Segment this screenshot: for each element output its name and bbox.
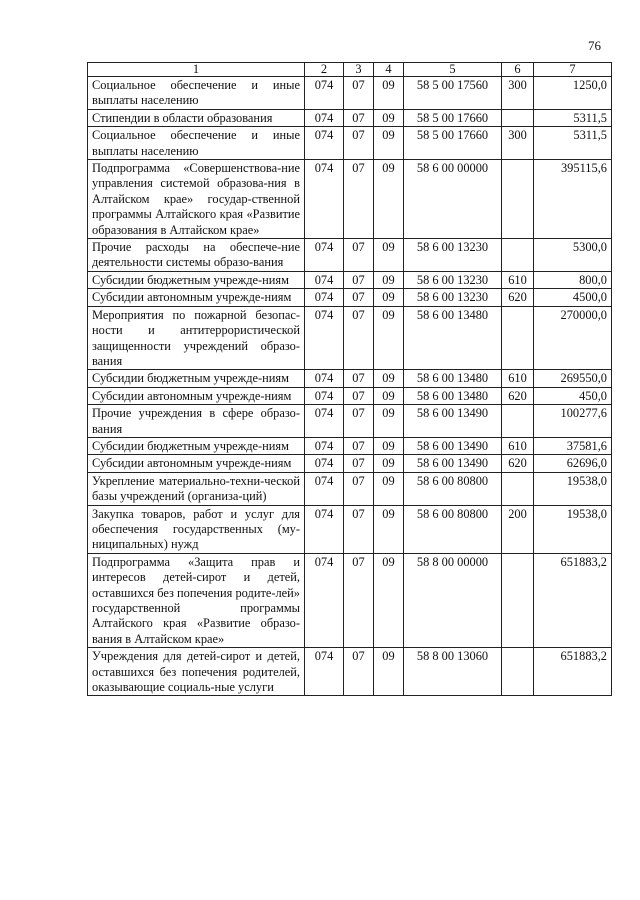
- item-name-cell: Социальное обеспечение и иные выплаты населению: [88, 77, 305, 110]
- item-name-cell: Подпрограмма «Защита прав и интересов детей-сирот и детей, оставшихся без попечения родите-лей» государственной программы Алтайского края «Развитие образо-вания в Алтайском крае»: [88, 553, 305, 647]
- section-code-cell: 07: [344, 455, 374, 472]
- subsection-code-cell: 09: [374, 109, 404, 126]
- table-body: [88, 77, 612, 696]
- subsection-code-cell: 09: [374, 455, 404, 472]
- department-code-cell: 074: [305, 306, 344, 370]
- table-row: [88, 127, 612, 160]
- budget-table: [87, 62, 612, 696]
- item-name-cell: Субсидии бюджетным учрежде-ниям: [88, 370, 305, 387]
- target-article-cell: 58 6 00 13490: [404, 405, 502, 438]
- amount-cell: 5311,5: [534, 109, 612, 126]
- table-row: [88, 455, 612, 472]
- item-name-cell: Субсидии автономным учрежде-ниям: [88, 289, 305, 306]
- amount-cell: 4500,0: [534, 289, 612, 306]
- table-row: [88, 160, 612, 239]
- subsection-code-cell: 09: [374, 553, 404, 647]
- table-row: [88, 648, 612, 696]
- section-code-cell: 07: [344, 77, 374, 110]
- amount-cell: 395115,6: [534, 160, 612, 239]
- expense-type-cell: 620: [502, 455, 534, 472]
- section-code-cell: 07: [344, 648, 374, 696]
- expense-type-cell: 300: [502, 127, 534, 160]
- table-row: [88, 289, 612, 306]
- section-code-cell: 07: [344, 437, 374, 454]
- expense-type-cell: [502, 405, 534, 438]
- table-row: [88, 553, 612, 647]
- expense-type-cell: [502, 239, 534, 272]
- amount-cell: 37581,6: [534, 437, 612, 454]
- table-row: [88, 77, 612, 110]
- subsection-code-cell: 09: [374, 370, 404, 387]
- amount-cell: 651883,2: [534, 648, 612, 696]
- target-article-cell: 58 6 00 13480: [404, 387, 502, 404]
- target-article-cell: 58 6 00 80800: [404, 472, 502, 505]
- department-code-cell: 074: [305, 239, 344, 272]
- subsection-code-cell: 09: [374, 239, 404, 272]
- expense-type-cell: 610: [502, 437, 534, 454]
- amount-cell: 5311,5: [534, 127, 612, 160]
- department-code-cell: 074: [305, 472, 344, 505]
- department-code-cell: 074: [305, 160, 344, 239]
- expense-type-cell: 300: [502, 77, 534, 110]
- expense-type-cell: 620: [502, 289, 534, 306]
- target-article-cell: 58 6 00 13230: [404, 239, 502, 272]
- section-code-cell: 07: [344, 127, 374, 160]
- expense-type-cell: 610: [502, 271, 534, 288]
- expense-type-cell: [502, 553, 534, 647]
- column-header: 6: [502, 63, 534, 77]
- item-name-cell: Укрепление материально-техни-ческой базы учреждений (организа-ций): [88, 472, 305, 505]
- department-code-cell: 074: [305, 289, 344, 306]
- target-article-cell: 58 6 00 80800: [404, 505, 502, 553]
- target-article-cell: 58 6 00 13490: [404, 455, 502, 472]
- table-row: [88, 239, 612, 272]
- department-code-cell: 074: [305, 370, 344, 387]
- column-header: 1: [88, 63, 305, 77]
- item-name-cell: Субсидии автономным учрежде-ниям: [88, 455, 305, 472]
- expense-type-cell: [502, 109, 534, 126]
- item-name-cell: Субсидии автономным учрежде-ниям: [88, 387, 305, 404]
- department-code-cell: 074: [305, 127, 344, 160]
- item-name-cell: Прочие расходы на обеспече-ние деятельности системы образо-вания: [88, 239, 305, 272]
- department-code-cell: 074: [305, 455, 344, 472]
- item-name-cell: Прочие учреждения в сфере образо-вания: [88, 405, 305, 438]
- section-code-cell: 07: [344, 306, 374, 370]
- table-row: [88, 271, 612, 288]
- expense-type-cell: 620: [502, 387, 534, 404]
- subsection-code-cell: 09: [374, 77, 404, 110]
- section-code-cell: 07: [344, 289, 374, 306]
- target-article-cell: 58 6 00 13230: [404, 271, 502, 288]
- department-code-cell: 074: [305, 77, 344, 110]
- section-code-cell: 07: [344, 271, 374, 288]
- section-code-cell: 07: [344, 370, 374, 387]
- subsection-code-cell: 09: [374, 505, 404, 553]
- target-article-cell: 58 8 00 13060: [404, 648, 502, 696]
- item-name-cell: Субсидии бюджетным учрежде-ниям: [88, 271, 305, 288]
- target-article-cell: 58 5 00 17660: [404, 109, 502, 126]
- table-row: [88, 437, 612, 454]
- column-header: 7: [534, 63, 612, 77]
- column-header: 4: [374, 63, 404, 77]
- column-header: 3: [344, 63, 374, 77]
- section-code-cell: 07: [344, 239, 374, 272]
- column-header: 5: [404, 63, 502, 77]
- section-code-cell: 07: [344, 160, 374, 239]
- item-name-cell: Закупка товаров, работ и услуг для обеспечения государственных (му-ниципальных) нужд: [88, 505, 305, 553]
- section-code-cell: 07: [344, 553, 374, 647]
- department-code-cell: 074: [305, 648, 344, 696]
- subsection-code-cell: 09: [374, 306, 404, 370]
- subsection-code-cell: 09: [374, 271, 404, 288]
- subsection-code-cell: 09: [374, 405, 404, 438]
- expense-type-cell: [502, 472, 534, 505]
- amount-cell: 100277,6: [534, 405, 612, 438]
- section-code-cell: 07: [344, 405, 374, 438]
- column-header: 2: [305, 63, 344, 77]
- table-row: [88, 387, 612, 404]
- item-name-cell: Учреждения для детей-сирот и детей, оставшихся без попечения родителей, оказывающие социаль-ные услуги: [88, 648, 305, 696]
- expense-type-cell: [502, 306, 534, 370]
- item-name-cell: Субсидии бюджетным учрежде-ниям: [88, 437, 305, 454]
- target-article-cell: 58 5 00 17660: [404, 127, 502, 160]
- amount-cell: 62696,0: [534, 455, 612, 472]
- item-name-cell: Стипендии в области образования: [88, 109, 305, 126]
- subsection-code-cell: 09: [374, 648, 404, 696]
- expense-type-cell: [502, 160, 534, 239]
- item-name-cell: Мероприятия по пожарной безопас-ности и антитеррористической защищенности учреждений образо-вания: [88, 306, 305, 370]
- table-row: [88, 505, 612, 553]
- amount-cell: 1250,0: [534, 77, 612, 110]
- table-row: [88, 306, 612, 370]
- amount-cell: 19538,0: [534, 472, 612, 505]
- subsection-code-cell: 09: [374, 387, 404, 404]
- subsection-code-cell: 09: [374, 127, 404, 160]
- section-code-cell: 07: [344, 109, 374, 126]
- section-code-cell: 07: [344, 505, 374, 553]
- amount-cell: 5300,0: [534, 239, 612, 272]
- target-article-cell: 58 6 00 13480: [404, 370, 502, 387]
- department-code-cell: 074: [305, 505, 344, 553]
- department-code-cell: 074: [305, 405, 344, 438]
- section-code-cell: 07: [344, 472, 374, 505]
- amount-cell: 800,0: [534, 271, 612, 288]
- table-row: [88, 370, 612, 387]
- section-code-cell: 07: [344, 387, 374, 404]
- item-name-cell: Подпрограмма «Совершенствова-ние управления системой образова-ния в Алтайском крае» государ-ственной программы Алтайского края «Развитие образования в Алтайском крае»: [88, 160, 305, 239]
- department-code-cell: 074: [305, 387, 344, 404]
- subsection-code-cell: 09: [374, 160, 404, 239]
- department-code-cell: 074: [305, 109, 344, 126]
- table-row: [88, 109, 612, 126]
- target-article-cell: 58 6 00 00000: [404, 160, 502, 239]
- amount-cell: 651883,2: [534, 553, 612, 647]
- amount-cell: 450,0: [534, 387, 612, 404]
- expense-type-cell: 610: [502, 370, 534, 387]
- amount-cell: 19538,0: [534, 505, 612, 553]
- department-code-cell: 074: [305, 553, 344, 647]
- target-article-cell: 58 6 00 13480: [404, 306, 502, 370]
- expense-type-cell: 200: [502, 505, 534, 553]
- target-article-cell: 58 6 00 13490: [404, 437, 502, 454]
- amount-cell: 269550,0: [534, 370, 612, 387]
- subsection-code-cell: 09: [374, 437, 404, 454]
- target-article-cell: 58 8 00 00000: [404, 553, 502, 647]
- subsection-code-cell: 09: [374, 472, 404, 505]
- table-row: [88, 472, 612, 505]
- target-article-cell: 58 5 00 17560: [404, 77, 502, 110]
- department-code-cell: 074: [305, 271, 344, 288]
- page-number: 76: [588, 38, 601, 53]
- amount-cell: 270000,0: [534, 306, 612, 370]
- table-row: [88, 405, 612, 438]
- expense-type-cell: [502, 648, 534, 696]
- table-header-row: [88, 63, 612, 77]
- department-code-cell: 074: [305, 437, 344, 454]
- subsection-code-cell: 09: [374, 289, 404, 306]
- target-article-cell: 58 6 00 13230: [404, 289, 502, 306]
- item-name-cell: Социальное обеспечение и иные выплаты населению: [88, 127, 305, 160]
